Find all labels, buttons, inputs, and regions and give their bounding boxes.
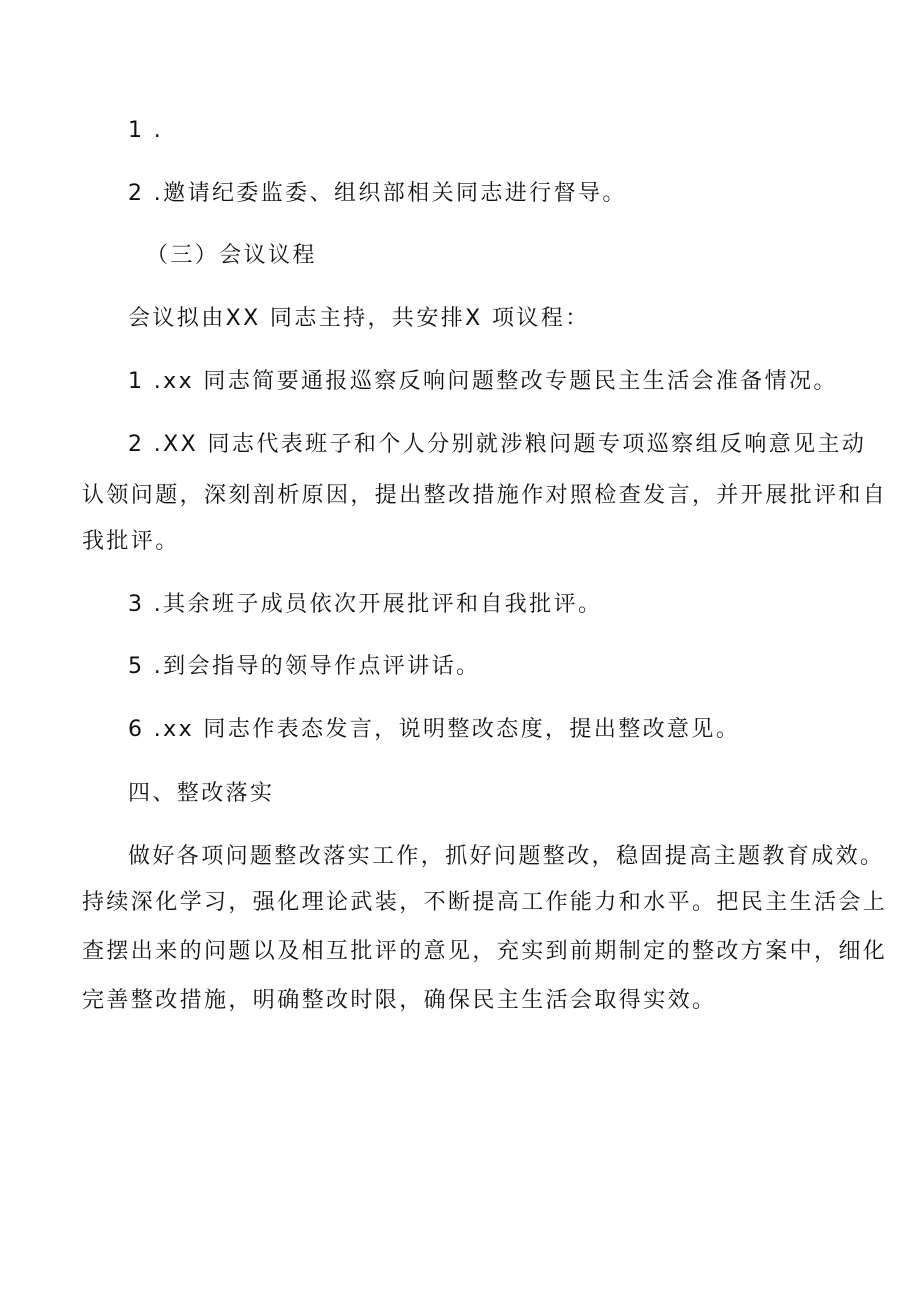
paragraph-line-1: 做好各项问题整改落实工作，抓好问题整改，稳固提高主题教育成效。 xyxy=(128,844,885,869)
agenda-item-5: 5 .到会指导的领导作点评讲话。 xyxy=(128,654,481,679)
list-item-2: 2 .邀请纪委监委、组织部相关同志进行督导。 xyxy=(128,181,627,206)
section-heading-agenda: （三）会议议程 xyxy=(146,243,317,268)
agenda-item-6: 6 .xx 同志作表态发言，说明整改态度，提出整改意见。 xyxy=(128,717,741,742)
agenda-item-1: 1 .xx 同志简要通报巡察反响问题整改专题民主生活会准备情况。 xyxy=(128,369,838,394)
agenda-item-2-line-1: 2 .XX 同志代表班子和个人分别就涉粮问题专项巡察组反响意见主动 xyxy=(128,432,867,457)
agenda-item-2-line-3: 我批评。 xyxy=(82,529,180,554)
paragraph-line-3: 查摆出来的问题以及相互批评的意见，充实到前期制定的整改方案中，细化 xyxy=(82,939,888,964)
agenda-item-2-line-2: 认领问题，深刻剖析原因，提出整改措施作对照检查发言，并开展批评和自 xyxy=(82,483,888,508)
section-heading-implementation: 四、整改落实 xyxy=(128,781,275,806)
agenda-intro: 会议拟由XX 同志主持，共安排X 项议程： xyxy=(128,306,590,331)
paragraph-line-2: 持续深化学习，强化理论武装，不断提高工作能力和水平。把民主生活会上 xyxy=(82,890,888,915)
agenda-item-3: 3 .其余班子成员依次开展批评和自我批评。 xyxy=(128,592,603,617)
list-item-1: 1 . xyxy=(128,118,164,143)
paragraph-line-4: 完善整改措施，明确整改时限，确保民主生活会取得实效。 xyxy=(82,988,717,1013)
